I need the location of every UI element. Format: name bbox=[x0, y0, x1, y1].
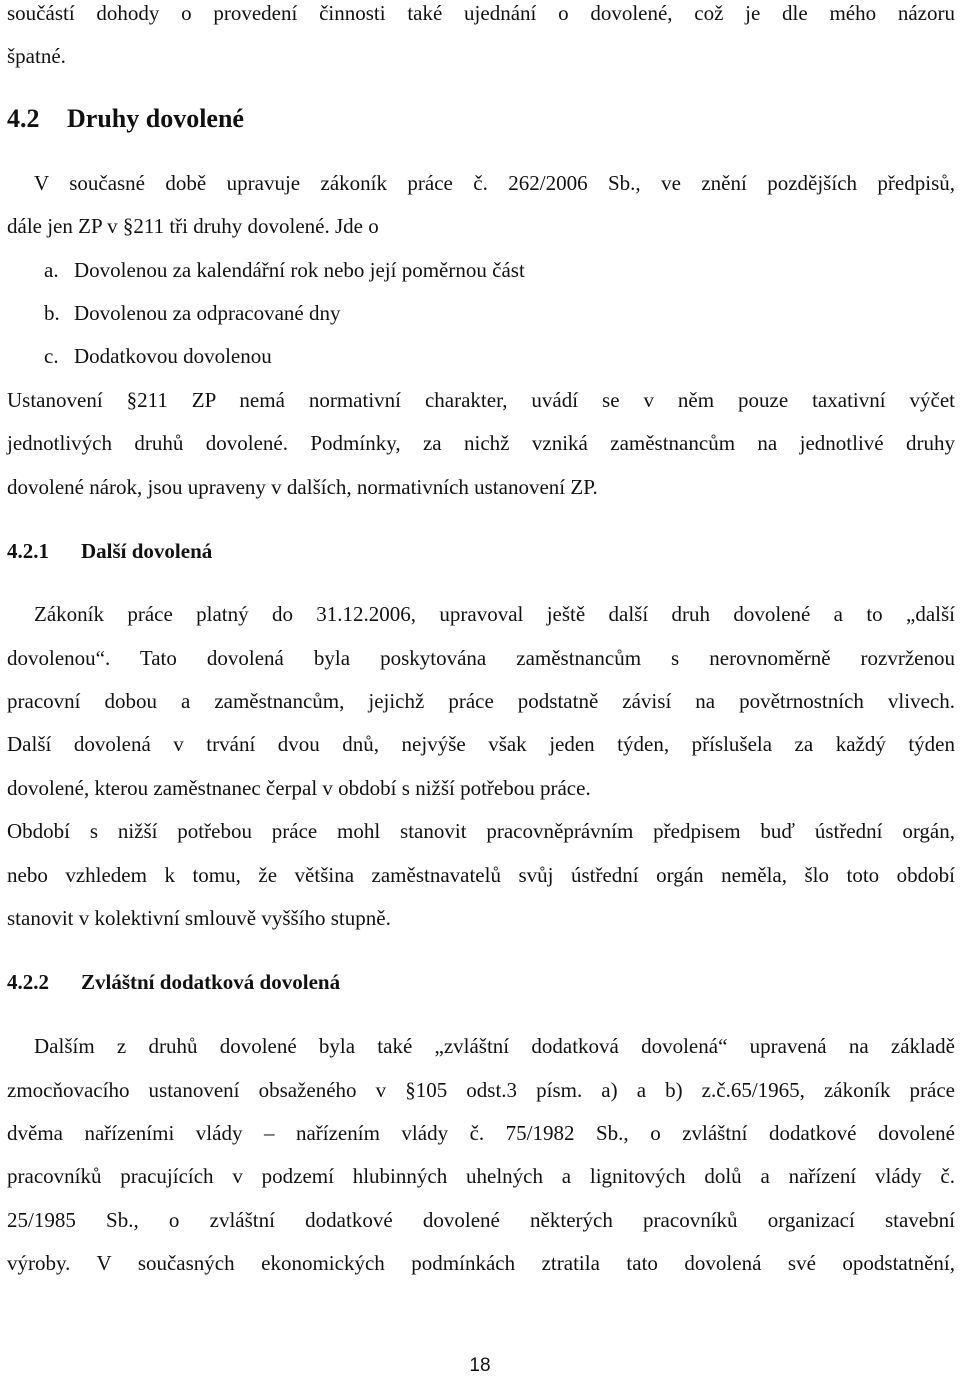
paragraph-line: dovolenou“. Tato dovolená byla poskytována zaměstnancům s nerovnoměrně rozvrženou bbox=[7, 646, 955, 670]
list-item bbox=[44, 300, 341, 326]
section-title: Druhy dovolené bbox=[67, 104, 244, 133]
paragraph-line: 25/1985 Sb., o zvláštní dodatkové dovolené některých pracovníků organizací stavební bbox=[7, 1208, 955, 1232]
paragraph-line: stanovit v kolektivní smlouvě vyššího stupně. bbox=[7, 906, 391, 930]
paragraph-line: Další dovolená v trvání dvou dnů, nejvýše však jeden týden, příslušela za každý týden bbox=[7, 732, 955, 756]
intro-line-2: špatné. bbox=[7, 44, 66, 68]
paragraph-line: Dalším z druhů dovolené byla také „zvláštní dodatková dovolená“ upravená na základě bbox=[34, 1034, 955, 1058]
list-item bbox=[44, 257, 525, 283]
paragraph-line: pracovníků pracujících v podzemí hlubinných uhelných a lignitových dolů a nařízení vlády č. bbox=[7, 1164, 955, 1188]
paragraph-line: nebo vzhledem k tomu, že většina zaměstnavatelů svůj ústřední orgán neměla, šlo toto období bbox=[7, 863, 955, 887]
section-number: 4.2 bbox=[7, 104, 40, 133]
paragraph-line: jednotlivých druhů dovolené. Podmínky, za nichž vzniká zaměstnancům na jednotlivé druhy bbox=[7, 431, 955, 455]
paragraph-line: dvěma nařízeními vlády – nařízením vlády č. 75/1982 Sb., o zvláštní dodatkové dovolené bbox=[7, 1121, 955, 1145]
section-heading-4-2 bbox=[7, 106, 244, 132]
list-item-text: Dovolenou za kalendářní rok nebo její poměrnou část bbox=[74, 258, 525, 282]
list-item-text: Dodatkovou dovolenou bbox=[74, 344, 272, 368]
section-heading-4-2-1 bbox=[7, 538, 212, 564]
section-number: 4.2.1 bbox=[7, 539, 49, 563]
paragraph-line: Zákoník práce platný do 31.12.2006, upravoval ještě další druh dovolené a to „další bbox=[34, 602, 955, 626]
section-title: Další dovolená bbox=[81, 539, 213, 563]
paragraph-line: Období s nižší potřebou práce mohl stanovit pracovněprávním předpisem buď ústřední orgán, bbox=[7, 819, 955, 843]
paragraph-line: výroby. V současných ekonomických podmínkách ztratila tato dovolená své opodstatnění, bbox=[7, 1251, 955, 1275]
paragraph-line: Ustanovení §211 ZP nemá normativní charakter, uvádí se v něm pouze taxativní výčet bbox=[7, 388, 955, 412]
section-number: 4.2.2 bbox=[7, 970, 49, 994]
page-number: 18 bbox=[469, 1355, 491, 1376]
paragraph-line: V současné době upravuje zákoník práce č. 262/2006 Sb., ve znění pozdějších předpisů, bbox=[34, 171, 955, 195]
list-marker: b. bbox=[44, 301, 60, 325]
paragraph-line: zmocňovacího ustanovení obsaženého v §105 odst.3 písm. a) a b) z.č.65/1965, zákoník práce bbox=[7, 1078, 955, 1102]
paragraph-line: dovolené nárok, jsou upraveny v dalších, normativních ustanovení ZP. bbox=[7, 475, 598, 499]
section-title: Zvláštní dodatková dovolená bbox=[81, 970, 341, 994]
list-marker: c. bbox=[44, 344, 59, 368]
list-item-text: Dovolenou za odpracované dny bbox=[74, 301, 341, 325]
paragraph-line: dále jen ZP v §211 tři druhy dovolené. Jde o bbox=[7, 214, 379, 238]
paragraph-line: dovolené, kterou zaměstnanec čerpal v období s nižší potřebou práce. bbox=[7, 776, 591, 800]
list-marker: a. bbox=[44, 258, 59, 282]
paragraph-line: pracovní dobou a zaměstnancům, jejichž práce podstatně závisí na povětrnostních vlivech. bbox=[7, 689, 955, 713]
list-item bbox=[44, 343, 272, 369]
section-heading-4-2-2 bbox=[7, 969, 340, 995]
intro-line-1: součástí dohody o provedení činnosti také ujednání o dovolené, což je dle mého názoru bbox=[7, 1, 955, 25]
